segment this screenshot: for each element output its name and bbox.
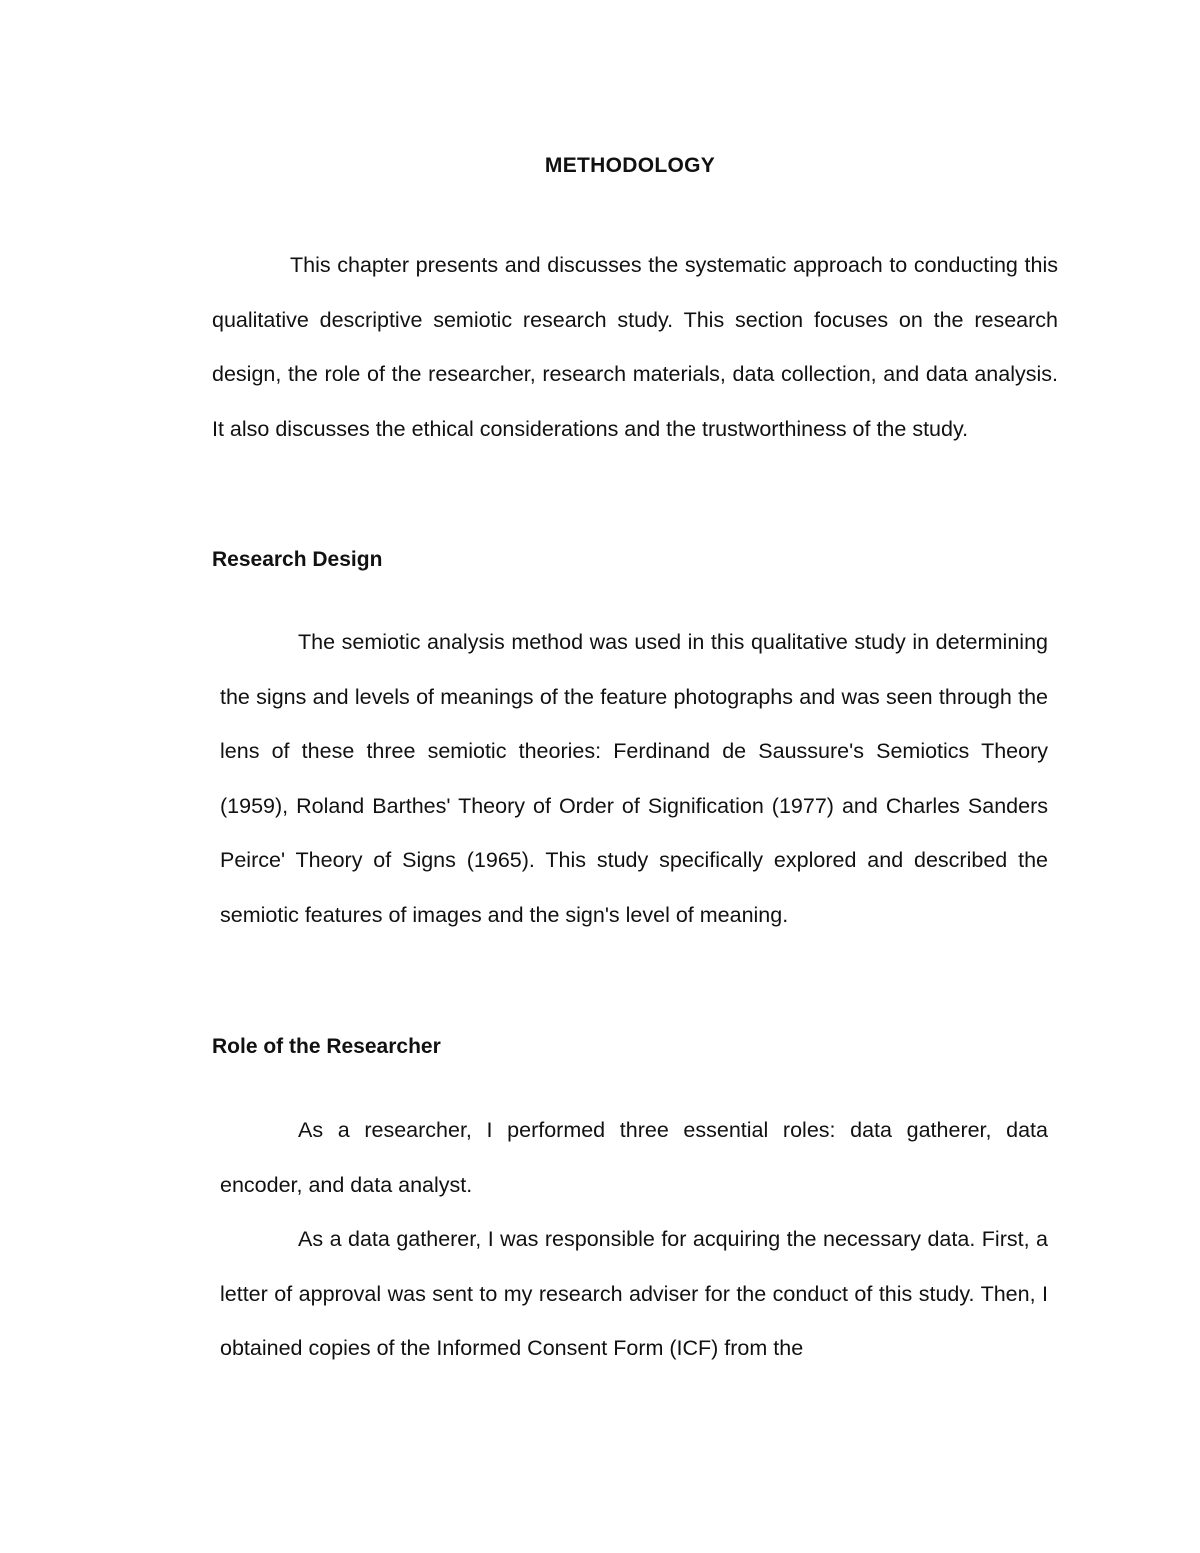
intro-paragraph: This chapter presents and discusses the systematic approach to conducting this qualitative descriptive semiotic research study. This section focuses on the research design, the role of the researcher, research materials, data collection, and data analysis. It also discusses the ethical considerations and the trustworthiness of the study.: [212, 253, 1058, 441]
section-heading-research-design: Research Design: [212, 548, 383, 571]
research-design-paragraph: The semiotic analysis method was used in this qualitative study in determining the signs and levels of meanings of the feature photographs and was seen through the lens of these three semiotic theories: Ferdinand de Saussure's Semiotics Theory (1959), Roland Barthes' Theory of Order of Signification (1977) and Charles Sanders Peirce' Theory of Signs (1965). This study specifically explored and described the semiotic features of images and the sign's level of meaning.: [220, 630, 1048, 927]
role-paragraph-1: As a researcher, I performed three essential roles: data gatherer, data encoder, and data analyst.: [220, 1118, 1048, 1197]
page-title: METHODOLOGY: [544, 154, 716, 178]
section-heading-role-of-researcher: Role of the Researcher: [212, 1035, 441, 1058]
role-paragraph-2: As a data gatherer, I was responsible for acquiring the necessary data. First, a letter of approval was sent to my research adviser for the conduct of this study. Then, I obtained copies of the Informed Consent Form (ICF) from the: [220, 1227, 1048, 1360]
